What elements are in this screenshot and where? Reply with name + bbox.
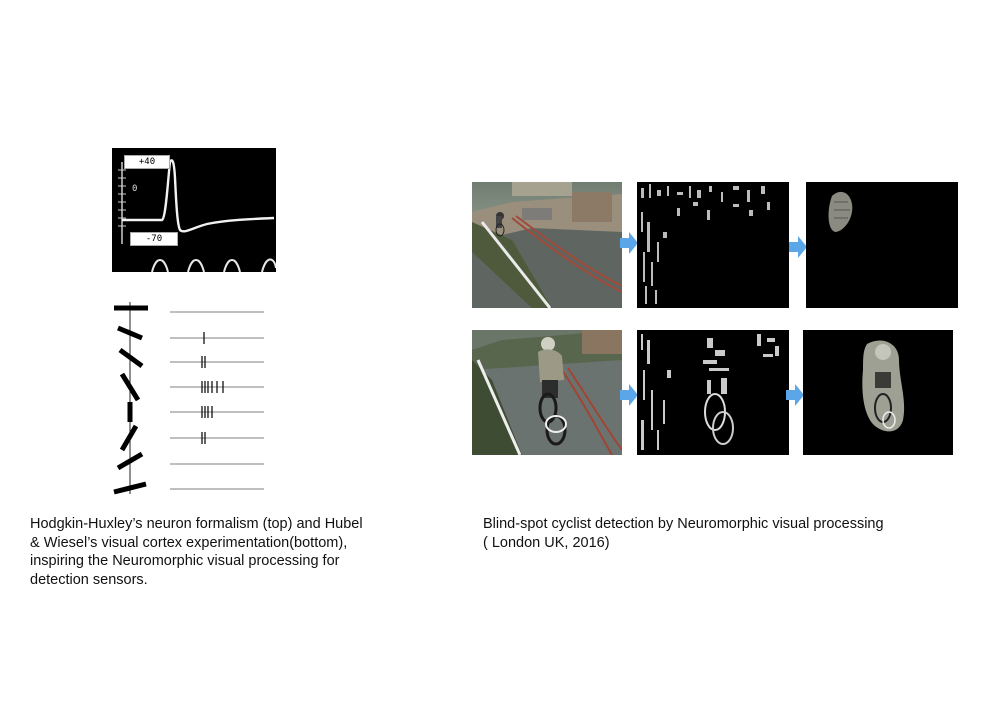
right-caption-line: ( London UK, 2016) bbox=[483, 534, 610, 551]
left-caption-line: detection sensors. bbox=[30, 571, 148, 588]
arrow-right-icon bbox=[620, 232, 638, 254]
event-map-bottom bbox=[637, 330, 789, 455]
ap-rest-label: -70 bbox=[130, 232, 178, 246]
camera-frame-top bbox=[472, 182, 622, 308]
left-caption-line: & Wiesel’s visual cortex experimentation(bottom), bbox=[30, 534, 348, 551]
left-caption-line: Hodgkin-Huxley’s neuron formalism (top) and Hubel bbox=[30, 516, 363, 532]
detection-output-bottom bbox=[803, 330, 953, 455]
action-potential-plot bbox=[112, 148, 276, 272]
ap-zero-label: 0 bbox=[132, 184, 138, 194]
arrow-right-icon bbox=[789, 236, 807, 258]
camera-frame-bottom bbox=[472, 330, 622, 455]
right-caption bbox=[483, 515, 973, 552]
orientation-tuning-diagram bbox=[108, 298, 270, 498]
arrow-right-icon bbox=[620, 384, 638, 406]
right-caption-line: Blind-spot cyclist detection by Neuromorphic visual processing bbox=[483, 516, 884, 532]
orientation-tuning-graphic bbox=[108, 298, 270, 498]
left-caption-line: inspiring the Neuromorphic visual processing for bbox=[30, 553, 340, 569]
detection-output-top bbox=[806, 182, 958, 308]
arrow-right-icon bbox=[786, 384, 804, 406]
event-map-top bbox=[637, 182, 789, 308]
left-caption bbox=[30, 515, 450, 589]
ap-peak-label: +40 bbox=[124, 155, 170, 169]
